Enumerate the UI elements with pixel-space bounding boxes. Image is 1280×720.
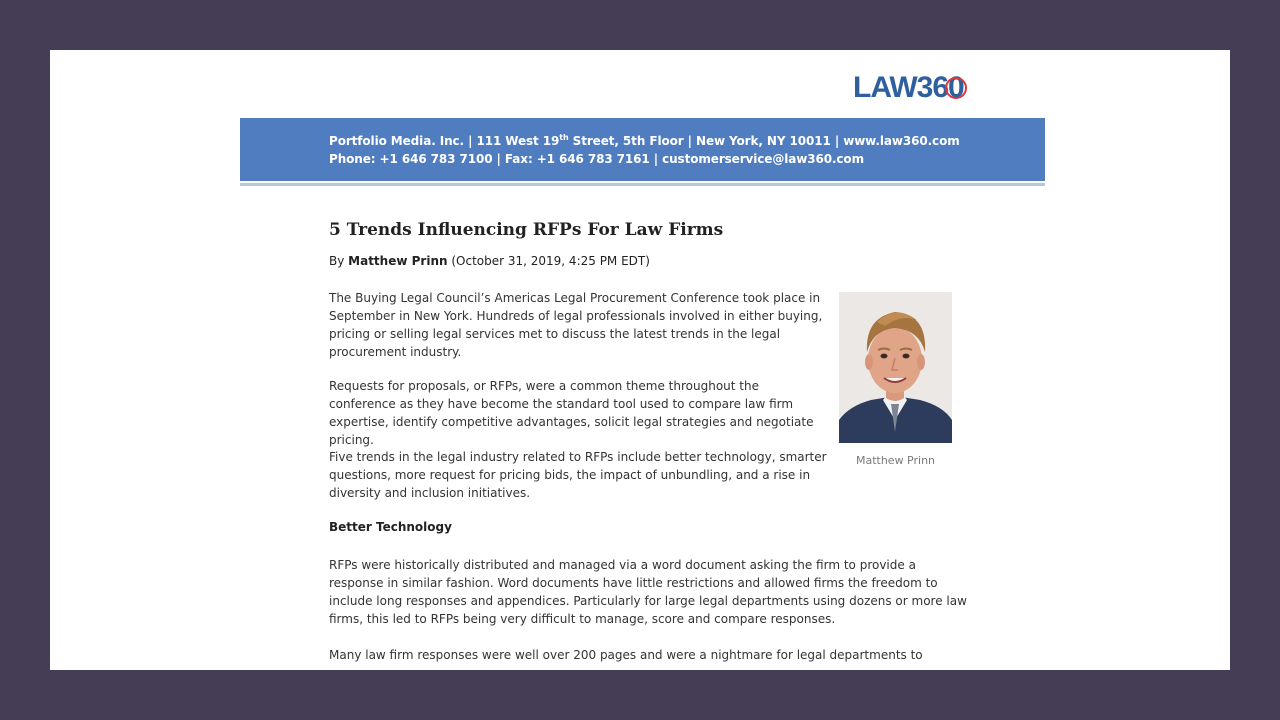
law360-logo [853,68,964,108]
banner-company: Portfolio Media. Inc. | 111 West 19 [329,134,560,148]
article-paragraph-2: Requests for proposals, or RFPs, were a common theme throughout the conference as they have become the standard tool used to compare law firm expertise, identify competitive advantages, solicit legal strategies and negotiate pricing. [329,379,814,447]
photo-caption: Matthew Prinn [855,454,936,467]
section-paragraph-2: Many law firm responses were well over 200 pages and were a nightmare for legal departments to [329,648,923,662]
logo-zero-digit: 0 [948,71,964,104]
logo-text-law: LAW [853,71,917,104]
section-heading: Better Technology [329,520,452,534]
author-portrait-image [839,292,952,443]
section-paragraph-1: RFPs were historically distributed and managed via a word document asking the firm to provide a response in similar fashion. Word documents have little restrictions and allowed firms the freedom to include long responses and appendices. Particularly for large legal departments using dozens or more law firms, this led to RFPs being very difficult to manage, score and compare responses. [329,558,967,626]
article-title: 5 Trends Influencing RFPs For Law Firms [329,220,724,240]
article-paragraph-1: The Buying Legal Council’s Americas Legal Procurement Conference took place in September in New York. Hundreds of legal professionals involved in either buying, pricing or selling legal services met to discuss the latest trends in the legal procurement industry. [329,291,823,359]
byline-date: (October 31, 2019, 4:25 PM EDT) [447,254,650,268]
logo-text-36: 36 [916,71,949,104]
banner-ordinal: th [559,133,569,142]
banner-contact-line: Phone: +1 646 783 7100 | Fax: +1 646 783 7161 | customerservice@law360.com [329,152,864,166]
author-photo [839,292,952,443]
byline-author: Matthew Prinn [348,254,448,268]
banner-address-rest: Street, 5th Floor | New York, NY 10011 | www.law360.com [568,134,960,148]
banner-address-line [329,134,960,148]
byline-prefix: By [329,254,349,268]
document-page [50,50,1230,670]
banner-divider [240,183,1045,186]
article-paragraph-3: Five trends in the legal industry related to RFPs include better technology, smarter questions, more request for pricing bids, the impact of unbundling, and a rise in diversity and inclusion initiatives. [329,450,827,500]
logo-text-zero [948,68,964,108]
logo-ring [945,77,967,99]
article-byline [329,254,650,268]
header-banner [240,118,1045,181]
